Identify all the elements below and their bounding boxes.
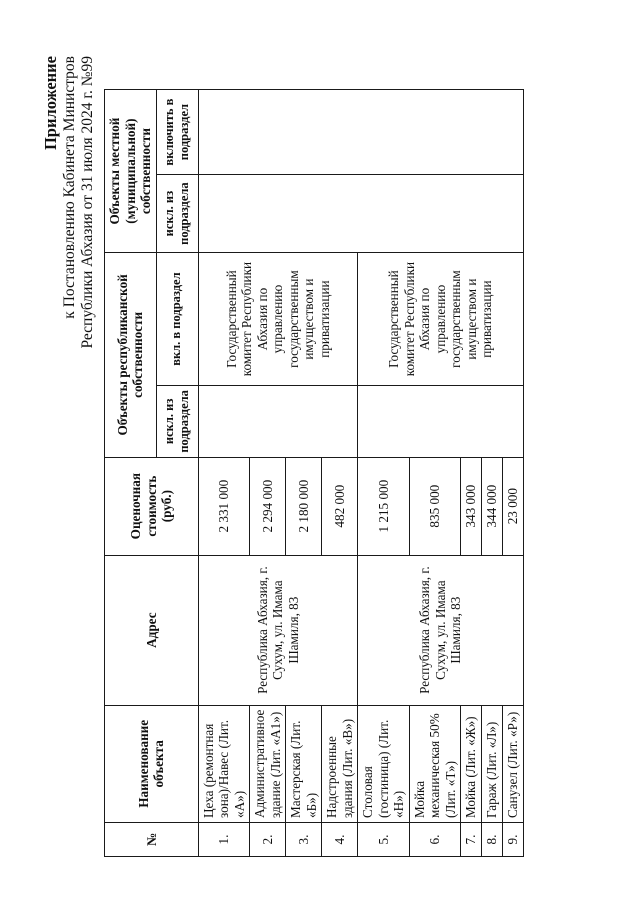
row-num: 5. (358, 823, 410, 857)
row-value: 482 000 (322, 457, 358, 555)
rep-include-cell: Государственный комитет Республики Абхазия по управлению государственным имуществом и приватизации (198, 253, 358, 386)
row-num: 9. (503, 823, 524, 857)
row-address: Республика Абхазия, г. Сухум, ул. Имама Шамиля, 83 (198, 555, 358, 705)
row-name: Административное здание (Лит. «А1») (250, 705, 286, 822)
row-name: Гараж (Лит. «Л») (482, 705, 503, 822)
header-municipal: Объекты местной (муниципальной) собственности (105, 90, 157, 253)
mun-include-cell (198, 90, 524, 175)
header-municipal-include: включить в подраздел (156, 90, 198, 175)
table-row (198, 90, 250, 857)
row-value: 835 000 (409, 457, 461, 555)
rep-exclude-cell (358, 386, 524, 458)
row-value: 1 215 000 (358, 457, 410, 555)
row-value: 2 294 000 (250, 457, 286, 555)
rep-exclude-cell (198, 386, 358, 458)
row-num: 7. (461, 823, 482, 857)
appendix-title: Приложение (41, 56, 60, 151)
row-name: Мастерская (Лит. «Б») (286, 705, 322, 822)
header-address: Адрес (105, 555, 199, 705)
header-republic-include: вкл. в подраздел (156, 253, 198, 386)
header-value: Оценочная стоимость (руб.) (105, 457, 199, 555)
row-num: 3. (286, 823, 322, 857)
row-name: Столовая (гостиница) (Лит. «Н») (358, 705, 410, 822)
header-republic-exclude: искл. из подраздела (156, 386, 198, 458)
row-num: 6. (409, 823, 461, 857)
row-name: Цеха (ремонтная зона)/Навес (Лит. «А») (198, 705, 250, 822)
header-republic: Объекты республиканской собственности (105, 253, 157, 458)
header-municipal-exclude: искл. из подраздела (156, 175, 198, 253)
row-num: 1. (198, 823, 250, 857)
row-num: 8. (482, 823, 503, 857)
header-num: № (105, 823, 199, 857)
property-table (104, 89, 524, 857)
header-name: Наименование объекта (105, 705, 199, 822)
row-num: 4. (322, 823, 358, 857)
row-address: Республика Абхазия, г. Сухум, ул. Имама Шамиля, 83 (358, 555, 524, 705)
document-header (42, 56, 98, 349)
row-value: 344 000 (482, 457, 503, 555)
row-value: 2 331 000 (198, 457, 250, 555)
row-name: Надстроенные здания (Лит. «В») (322, 705, 358, 822)
row-name: Санузел (Лит. «Р») (503, 705, 524, 822)
row-value: 343 000 (461, 457, 482, 555)
row-value: 23 000 (503, 457, 524, 555)
rep-include-cell: Государственный комитет Республики Абхазия по управлению государственным имуществом и приватизации (358, 253, 524, 386)
row-name: Мойка (Лит. «Ж») (461, 705, 482, 822)
header-line-2: Республики Абхазия от 31 июля 2024 г. №99 (79, 56, 96, 349)
row-name: Мойка механическая 50% (Лит. «Т») (409, 705, 461, 822)
mun-exclude-cell (198, 175, 524, 253)
header-line-1: к Постановлению Кабинета Министров (60, 56, 78, 319)
row-value: 2 180 000 (286, 457, 322, 555)
row-num: 2. (250, 823, 286, 857)
